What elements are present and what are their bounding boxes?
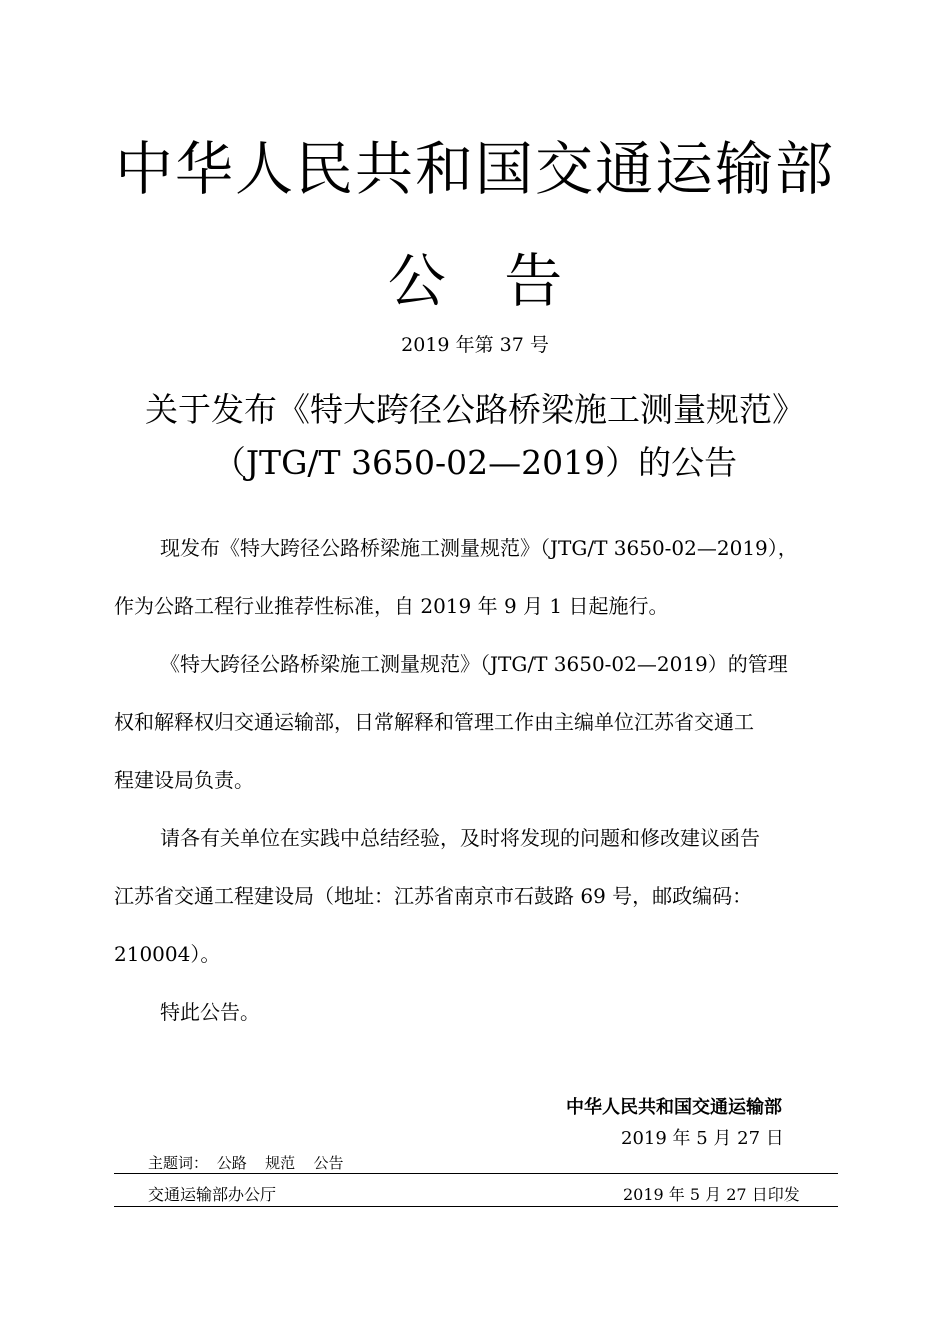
body-line-4: 权和解释权归交通运输部，日常解释和管理工作由主编单位江苏省交通工	[114, 710, 754, 734]
keyword: 公路	[216, 1154, 247, 1172]
body-line-8: 210004）。	[114, 942, 221, 966]
issuing-office: 交通运输部办公厅	[148, 1185, 277, 1204]
ministry-heading: 中华人民共和国交通运输部	[114, 135, 835, 203]
footer-rule-bottom	[114, 1206, 838, 1207]
body-line-2: 作为公路工程行业推荐性标准，自 2019 年 9 月 1 日起施行。	[114, 594, 669, 618]
keywords-row	[148, 1152, 347, 1173]
document-title-line-1: 关于发布《特大跨径公路桥梁施工测量规范》	[145, 390, 805, 429]
keyword: 规范	[265, 1154, 296, 1172]
notice-number: 2019 年第 37 号	[401, 334, 549, 356]
keywords-label: 主题词：	[148, 1154, 209, 1172]
body-line-1: 现发布《特大跨径公路桥梁施工测量规范》（JTG/T 3650-02—2019），	[160, 536, 798, 560]
keyword: 公告	[313, 1154, 344, 1172]
document-title-line-2: （JTG/T 3650-02—2019）的公告	[212, 443, 738, 482]
signature-org: 中华人民共和国交通运输部	[566, 1097, 782, 1118]
body-line-7: 江苏省交通工程建设局（地址：江苏省南京市石鼓路 69 号，邮政编码：	[114, 884, 753, 908]
footer-rule-top	[114, 1173, 838, 1174]
body-line-6: 请各有关单位在实践中总结经验，及时将发现的问题和修改建议函告	[160, 826, 760, 850]
signature-date: 2019 年 5 月 27 日	[621, 1128, 784, 1149]
body-line-9: 特此公告。	[160, 1000, 260, 1024]
body-line-5: 程建设局负责。	[114, 768, 254, 792]
body-line-3: 《特大跨径公路桥梁施工测量规范》（JTG/T 3650-02—2019）的管理	[160, 652, 788, 676]
notice-heading: 公 告	[387, 247, 563, 315]
print-date: 2019 年 5 月 27 日印发	[623, 1185, 800, 1204]
